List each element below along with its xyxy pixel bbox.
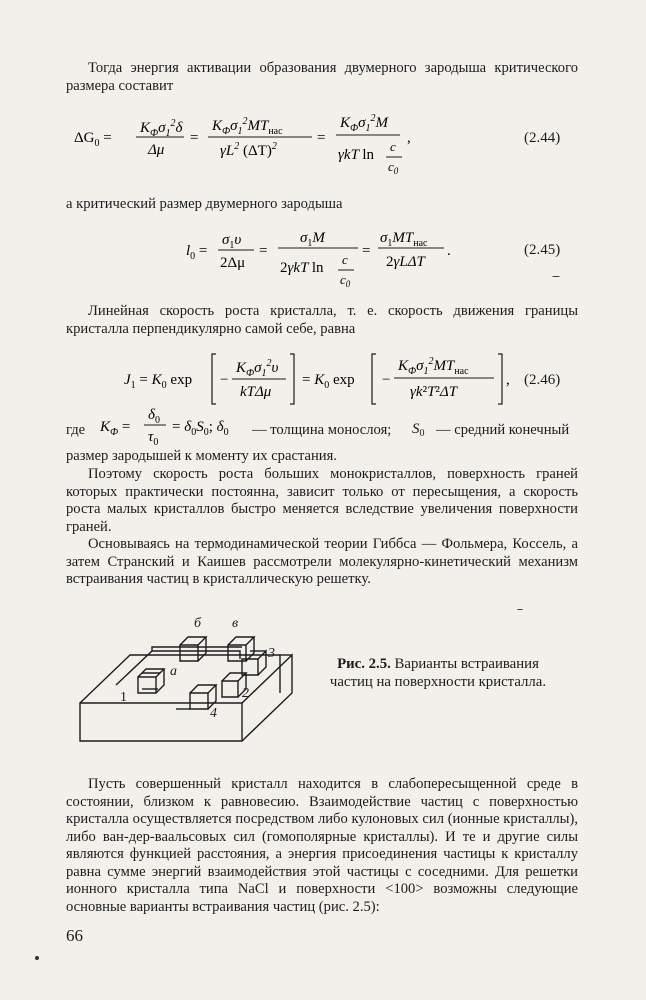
- cube-a: [138, 669, 164, 693]
- svg-text:δ0: $\delta_0$: [148, 407, 160, 426]
- svg-text:= δ0S0; δ0: = $\delta_0S_0$; $\delta_0$: [172, 419, 229, 438]
- paragraph-3: Линейная скорость роста кристалла, т. е. скорость движения границы кристалла перпендикулярно самой себе, равна: [66, 303, 578, 337]
- svg-text:c0: $c_0$: [340, 272, 351, 289]
- svg-text:=: =: [317, 130, 326, 146]
- svg-text:KФσ12δ: $K_Ф\sigma_1^2\delta$: [140, 118, 183, 139]
- svg-text:=: =: [190, 130, 199, 146]
- svg-text:c: c: [342, 252, 348, 267]
- svg-text:KФσ12υ: $K_Ф\sigma_1^2\upsilon$: [236, 358, 279, 379]
- svg-text:−: −: [220, 372, 229, 388]
- svg-text:l0 =: $l_0$ =: [186, 243, 208, 262]
- svg-text:σ1υ: $\sigma_1\upsilon$: [222, 232, 242, 251]
- cube-b: [180, 637, 206, 661]
- equation-2-44: [70, 107, 540, 179]
- caption-label: Рис. 2.5.: [337, 656, 391, 672]
- figure-label-b: б: [194, 616, 202, 631]
- paragraph-2: а критический размер двумерного зародыша: [66, 196, 343, 212]
- margin-dot: [35, 956, 39, 960]
- page-number: 66: [66, 926, 83, 945]
- crystal-figure: [72, 605, 312, 757]
- svg-text:c0: $c_0$: [388, 159, 399, 176]
- svg-text:σ1MTнас: $\sigma_1MT_{нас}$: [380, 230, 428, 249]
- figure-label-2: 2: [242, 686, 249, 701]
- svg-text:γL2 (ΔT)2: $\gamma L^2$ $(\Delta T)^2$: [220, 141, 277, 159]
- svg-text:γk²T²ΔT: γk²T²ΔT: [410, 384, 458, 400]
- svg-text:,: ,: [506, 372, 510, 388]
- svg-text:KФ =: $K_Ф$ =: [100, 419, 131, 438]
- paragraph-5: Поэтому скорость роста больших монокристаллов, поверхность граней которых практически постоянна, зависит только от пересыщения, а скорость роста малых кристаллов быстро меняется вследствие увеличения поверхности граней.: [66, 466, 578, 535]
- where-word: где: [66, 422, 86, 438]
- caption-text: Варианты встраивания частиц на поверхности кристалла.: [329, 656, 547, 690]
- paragraph-1: Тогда энергия активации образования двумерного зародыша критического размера составит: [66, 60, 578, 94]
- equation-number-2-44: (2.44): [524, 130, 561, 146]
- equation-number-2-45: (2.45): [524, 242, 561, 258]
- svg-text:KФσ12M: $K_Ф\sigma_1^2M$: [340, 113, 388, 134]
- figure-caption: [322, 655, 554, 691]
- svg-text:2γLΔT: 2γLΔT: [386, 254, 425, 270]
- svg-text:,: ,: [407, 130, 411, 146]
- svg-text:J1 = K0 exp: $J_1 = K_0$ exp: [124, 372, 193, 391]
- svg-text:2Δμ: 2Δμ: [220, 255, 246, 271]
- dash-mark: [552, 276, 560, 277]
- equation-2-46: [120, 350, 540, 410]
- paragraph-6: Основываясь на термодинамической теории Гиббса — Фольмера, Коссель, а затем Странский и Каишев рассмотрели молекулярно-кинетический механизм встраивания частиц в кристаллическую решетку.: [66, 536, 578, 587]
- paragraph-7: Пусть совершенный кристалл находится в слабопересыщенной среде в состоянии, близком к равновесию. Взаимодействие частиц с поверхностью кристалла осуществляется посредством либо кулоновых сил (ионные кристаллы), либо ван-дер-ваальсовых сил (гомополярные кристаллы). И те и другие силы являются функцией расстояния, а энергия присоединения частицы к кристаллу равна сумме энергий взаимодействия этой частицы с соседними. Для решетки ионного кристалла типа NaCl и поверхности <100> возможны следующие основные варианты встраивания частиц (рис. 2.5):: [66, 776, 578, 915]
- svg-text:ΔG0 =: $\Delta G_0$ =: [74, 130, 112, 149]
- crystal-slab: [80, 655, 292, 741]
- s0-symbol: $S_0$: [412, 421, 425, 439]
- paragraph-4-end: размер зародышей к моменту их срастания.: [66, 448, 337, 464]
- svg-text:σ1M: $\sigma_1M$: [300, 230, 325, 249]
- svg-text:c: c: [390, 139, 396, 154]
- figure-label-a: а: [170, 664, 177, 679]
- delta0-description: — толщина монослоя;: [252, 422, 392, 438]
- cube-v: [228, 637, 254, 661]
- svg-text:KФσ12MTнас: $K_Ф\sigma_1^2MT_{нас}$: [212, 116, 283, 137]
- svg-text:=: =: [362, 243, 371, 259]
- equation-2-45: [182, 220, 472, 292]
- svg-text:τ0: $\tau_0$: [148, 429, 159, 445]
- figure-label-1: 1: [120, 690, 127, 705]
- svg-text:=: =: [259, 243, 268, 259]
- svg-text:−: −: [382, 372, 391, 388]
- svg-text:2γkT ln: 2γkT ln: [280, 260, 324, 276]
- svg-text:= K0 exp: = $K_0$ exp: [302, 372, 355, 391]
- s0-description: — средний конечный: [436, 422, 570, 438]
- equation-number-2-46: (2.46): [524, 372, 561, 388]
- svg-text:.: .: [447, 243, 451, 259]
- svg-text:γkT ln: γkT ln: [338, 147, 375, 163]
- stray-mark: [517, 609, 523, 610]
- svg-text:Δμ: Δμ: [148, 142, 165, 158]
- figure-label-v: в: [232, 616, 239, 631]
- figure-label-4: 4: [210, 706, 217, 721]
- figure-label-3: 3: [268, 646, 275, 661]
- svg-text:kTΔμ: kTΔμ: [240, 384, 272, 400]
- svg-text:KФσ12MTнас: $K_Ф\sigma_1^2MT_{нас}$: [398, 356, 469, 377]
